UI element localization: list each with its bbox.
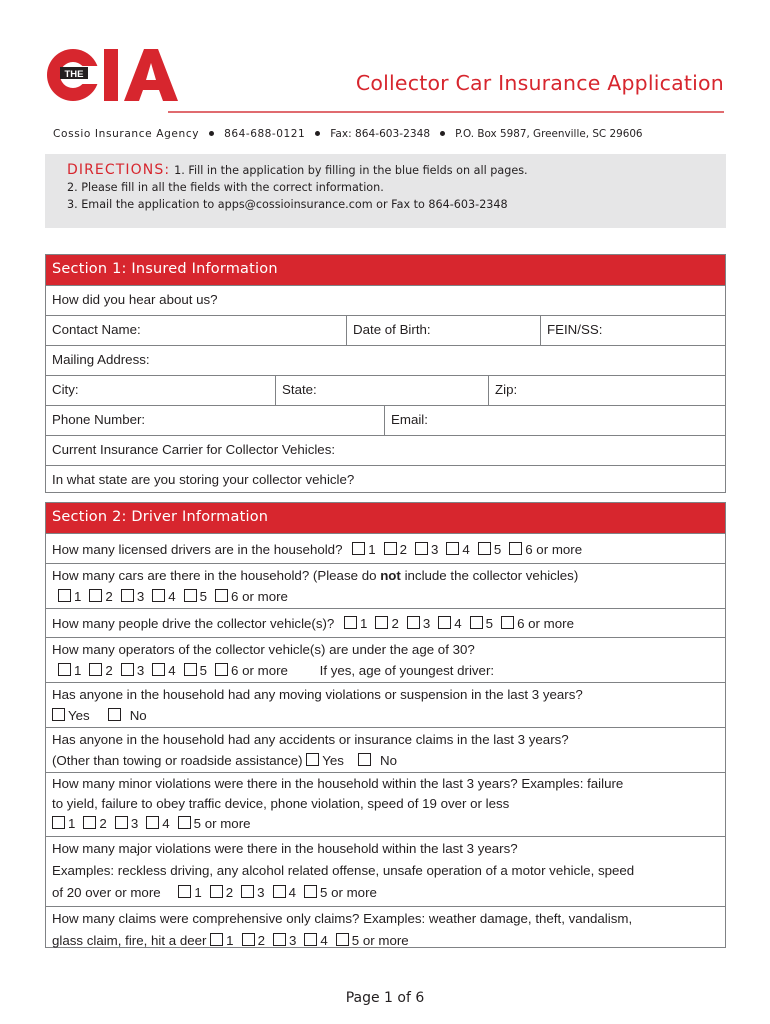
option-label: 1 — [194, 885, 202, 900]
agency-phone: 864-688-0121 — [224, 128, 306, 140]
q-major-violations — [46, 836, 725, 906]
question-text: (Other than towing or roadside assistance) — [52, 753, 303, 768]
question-text: How many cars are there in the household? (Please do — [52, 568, 381, 583]
question-text: How many licensed drivers are in the household? — [52, 542, 343, 557]
option-label: 4 — [168, 663, 176, 678]
option-label: 5 or more — [319, 885, 377, 900]
page-number: Page 1 of 6 — [345, 990, 425, 1006]
checkbox[interactable] — [478, 542, 491, 555]
insurance-carrier-field[interactable]: Current Insurance Carrier for Collector Vehicles: — [52, 442, 336, 457]
direction-3: 3. Email the application to apps@cossioinsurance.com or Fax to 864-603-2348 — [67, 198, 508, 211]
checkbox[interactable] — [470, 616, 483, 629]
checkbox[interactable] — [407, 616, 420, 629]
checkbox[interactable] — [152, 663, 165, 676]
checkbox[interactable] — [146, 816, 159, 829]
question-text: Has anyone in the household had any moving violations or suspension in the last 3 years? — [52, 687, 583, 702]
q-under-30 — [46, 637, 725, 682]
checkbox[interactable] — [501, 616, 514, 629]
checkbox[interactable] — [83, 816, 96, 829]
checkbox[interactable] — [58, 663, 71, 676]
question-text: of 20 over or more — [52, 885, 161, 900]
section1-title: Section 1: Insured Information — [46, 255, 725, 285]
option-label: 2 — [399, 542, 407, 557]
option-label: 2 — [225, 885, 234, 900]
agency-address: P.O. Box 5987, Greenville, SC 29606 — [455, 128, 643, 140]
checkbox[interactable] — [415, 542, 428, 555]
checkbox[interactable] — [304, 885, 317, 898]
option-label: 3 — [288, 933, 297, 948]
option-label: 3 — [431, 542, 439, 557]
checkbox[interactable] — [121, 589, 134, 602]
option-label: No — [379, 753, 397, 768]
checkbox[interactable] — [336, 933, 349, 946]
agency-contact-line — [53, 128, 718, 140]
checkbox[interactable] — [52, 816, 65, 829]
checkbox[interactable] — [210, 885, 223, 898]
checkbox[interactable] — [344, 616, 357, 629]
direction-2: 2. Please fill in all the fields with the correct information. — [67, 181, 384, 194]
checkbox[interactable] — [352, 542, 365, 555]
question-text: How many major violations were there in the household within the last 3 years? — [52, 841, 518, 856]
field-row-carrier — [46, 435, 725, 465]
question-text: How many minor violations were there in the household within the last 3 years? Examples: failure — [52, 776, 624, 791]
option-label: 1 — [368, 542, 376, 557]
checkbox[interactable] — [89, 663, 102, 676]
option-label: 5 — [493, 542, 502, 557]
option-label: 1 — [226, 933, 234, 948]
checkbox[interactable] — [115, 816, 128, 829]
option-label: 2 — [257, 933, 265, 948]
option-label: 1 — [74, 663, 82, 678]
agency-name: Cossio Insurance Agency — [53, 128, 200, 140]
checkbox[interactable] — [304, 933, 317, 946]
option-label: 3 — [130, 816, 139, 831]
checkbox[interactable] — [273, 885, 286, 898]
storage-state-field[interactable]: In what state are you storing your collector vehicle? — [52, 472, 355, 487]
option-label: 4 — [462, 542, 470, 557]
question-text: How many claims were comprehensive only claims? Examples: weather damage, theft, vandalism, — [52, 911, 633, 926]
checkbox[interactable] — [52, 708, 65, 721]
question-emphasis: not — [380, 568, 401, 583]
bullet-icon — [209, 131, 214, 136]
option-label: 4 — [162, 816, 170, 831]
svg-text:THE: THE — [64, 69, 84, 80]
question-text: Examples: reckless driving, any alcohol related offense, unsafe operation of a motor vehicle, speed — [52, 863, 635, 878]
option-label: 2 — [105, 589, 113, 604]
cia-logo — [46, 46, 178, 104]
checkbox[interactable] — [509, 542, 522, 555]
option-label: 1 — [74, 589, 82, 604]
checkbox[interactable] — [358, 753, 371, 766]
checkbox[interactable] — [384, 542, 397, 555]
checkbox[interactable] — [306, 753, 319, 766]
q-cars-in-household — [46, 563, 725, 608]
option-label: 5 — [485, 616, 494, 631]
option-label: 5 — [199, 589, 208, 604]
zip-field[interactable]: Zip: — [488, 376, 725, 405]
option-label: No — [129, 708, 147, 723]
youngest-driver-age-field[interactable]: If yes, age of youngest driver: — [319, 663, 495, 678]
option-label: 2 — [99, 816, 107, 831]
field-row-mailing — [46, 345, 725, 375]
question-text: to yield, failure to obey traffic device, phone violation, speed of 19 over or less — [52, 796, 510, 811]
checkbox[interactable] — [108, 708, 121, 721]
checkbox[interactable] — [242, 933, 255, 946]
question-text: include the collector vehicles) — [400, 568, 579, 583]
contact-name-field[interactable]: Contact Name: — [52, 322, 141, 337]
city-field[interactable]: City: — [52, 382, 79, 397]
option-label: 2 — [105, 663, 113, 678]
section-driver-information — [45, 502, 726, 948]
checkbox[interactable] — [178, 816, 191, 829]
option-label: 3 — [422, 616, 431, 631]
bullet-icon — [440, 131, 445, 136]
option-label: 1 — [68, 816, 76, 831]
checkbox[interactable] — [438, 616, 451, 629]
field-row-phone — [46, 405, 725, 435]
fein-field[interactable]: FEIN/SS: — [540, 316, 725, 345]
q-licensed-drivers — [46, 533, 725, 563]
phone-field[interactable]: Phone Number: — [52, 412, 146, 427]
option-label: 4 — [168, 589, 176, 604]
option-label: 6 or more — [517, 616, 574, 631]
checkbox[interactable] — [273, 933, 286, 946]
option-label: 6 or more — [525, 542, 583, 557]
option-label: 5 or more — [193, 816, 251, 831]
field-row-contact — [46, 315, 725, 345]
option-label: 4 — [454, 616, 462, 631]
option-label: 4 — [320, 933, 328, 948]
direction-1: 1. Fill in the application by filling in the blue fields on all pages. — [174, 164, 528, 177]
option-label: 1 — [360, 616, 368, 631]
question-text: How many people drive the collector vehicle(s)? — [52, 616, 335, 631]
title-rule — [168, 111, 724, 113]
directions-label: DIRECTIONS: — [67, 162, 171, 178]
option-label: 3 — [136, 589, 145, 604]
mailing-address-field[interactable]: Mailing Address: — [52, 352, 150, 367]
option-label: 5 or more — [351, 933, 409, 948]
q-minor-violations — [46, 772, 725, 836]
option-label: 6 or more — [231, 589, 288, 604]
field-row-storage-state — [46, 465, 725, 495]
state-field[interactable]: State: — [275, 376, 488, 405]
dob-field[interactable]: Date of Birth: — [346, 316, 540, 345]
checkbox[interactable] — [58, 589, 71, 602]
field-row-city — [46, 375, 725, 405]
checkbox[interactable] — [446, 542, 459, 555]
checkbox[interactable] — [152, 589, 165, 602]
option-label: 3 — [257, 885, 265, 900]
checkbox[interactable] — [121, 663, 134, 676]
option-label: Yes — [68, 708, 90, 723]
checkbox[interactable] — [89, 589, 102, 602]
question-text: How many operators of the collector vehicle(s) are under the age of 30? — [52, 642, 475, 657]
option-label: 6 or more — [231, 663, 288, 678]
checkbox[interactable] — [184, 663, 197, 676]
checkbox[interactable] — [210, 933, 223, 946]
agency-fax: Fax: 864-603-2348 — [330, 128, 431, 140]
option-label: 2 — [391, 616, 399, 631]
q-comprehensive-claims — [46, 906, 725, 948]
option-label: 3 — [136, 663, 145, 678]
q-people-drive — [46, 608, 725, 637]
bullet-icon — [315, 131, 320, 136]
q-moving-violations — [46, 682, 725, 727]
checkbox[interactable] — [178, 885, 191, 898]
checkbox[interactable] — [184, 589, 197, 602]
option-label: Yes — [322, 753, 344, 768]
q-accidents-claims — [46, 727, 725, 772]
checkbox[interactable] — [215, 663, 228, 676]
checkbox[interactable] — [375, 616, 388, 629]
question-text: glass claim, fire, hit a deer — [52, 933, 207, 948]
section2-title: Section 2: Driver Information — [46, 503, 725, 533]
checkbox[interactable] — [241, 885, 254, 898]
option-label: 4 — [288, 885, 296, 900]
email-field[interactable]: Email: — [384, 406, 725, 435]
checkbox[interactable] — [215, 589, 228, 602]
hear-about-label: How did you hear about us? — [52, 292, 218, 307]
option-label: 5 — [199, 663, 208, 678]
document-title: Collector Car Insurance Application — [355, 71, 724, 95]
section-insured-information — [45, 254, 726, 493]
field-row-hear-about[interactable] — [46, 285, 725, 315]
directions-box — [45, 154, 726, 228]
question-text: Has anyone in the household had any accidents or insurance claims in the last 3 years? — [52, 732, 569, 747]
